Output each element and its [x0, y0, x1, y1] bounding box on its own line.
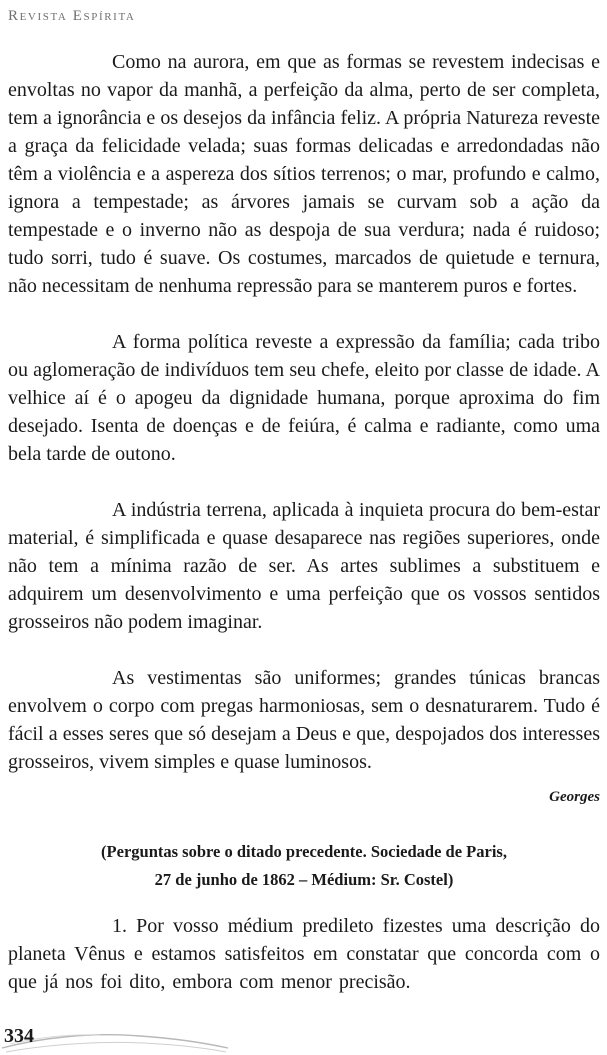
section-heading: [8, 838, 600, 894]
section-heading-line-2: 27 de junho de 1862 – Médium: Sr. Costel): [154, 870, 454, 889]
body-paragraph-4: As vestimentas são uniformes; grandes túnicas brancas envolvem o corpo com pregas harmoniosas, sem o desnaturarem. Tudo é fácil a esses seres que só desejam a Deus e que, despojados dos interesses grosseiros, vivem simples e quase luminosos.: [8, 667, 600, 773]
section-heading-line-1: (Perguntas sobre o ditado precedente. Sociedade de Paris,: [101, 842, 507, 861]
body-paragraph-2: A forma política reveste a expressão da família; cada tribo ou aglomeração de indivíduos tem seu chefe, eleito por classe de idade. A velhice aí é o apogeu da dignidade humana, porque aproxima do fim desejado. Isenta de doenças e de feiúra, é calma e radiante, como uma bela tarde de outono.: [8, 331, 600, 465]
signature: Georges: [549, 789, 600, 805]
body-paragraph-1: Como na aurora, em que as formas se revestem indecisas e envoltas no vapor da manhã, a perfeição da alma, perto de ser completa, tem a ignorância e os desejos da infância feliz. A própria Natureza reveste a graça da felicidade velada; suas formas delicadas e arredondadas não têm a violência e a aspereza dos sítios terrenos; o mar, profundo e calmo, ignora a tempestade; as árvores jamais se curvam sob a ação da tempestade e o inverno não as despoja de sua verdura; nada é ruidoso; tudo sorri, tudo é suave. Os costumes, marcados de quietude e ternura, não necessitam de nenhuma repressão para se manterem puros e fortes.: [8, 51, 600, 297]
page-number: 334: [4, 1025, 34, 1047]
swoosh-ornament-icon: [0, 1018, 230, 1055]
running-header: Revista Espírita: [8, 8, 136, 24]
page-content: [8, 48, 600, 1016]
body-paragraph-3: A indústria terrena, aplicada à inquieta procura do bem-estar material, é simplificada e quase desaparece nas regiões superiores, onde não tem a mínima razão de ser. As artes sublimes a substituem e adquirem um desenvolvimento e uma perfeição que os vossos sentidos grosseiros não podem imaginar.: [8, 499, 600, 633]
question-paragraph: 1. Por vosso médium predileto fizestes uma descrição do planeta Vênus e estamos satisfeitos em constatar que concorda com o que já nos foi dito, embora com menor precisão.: [8, 915, 600, 993]
